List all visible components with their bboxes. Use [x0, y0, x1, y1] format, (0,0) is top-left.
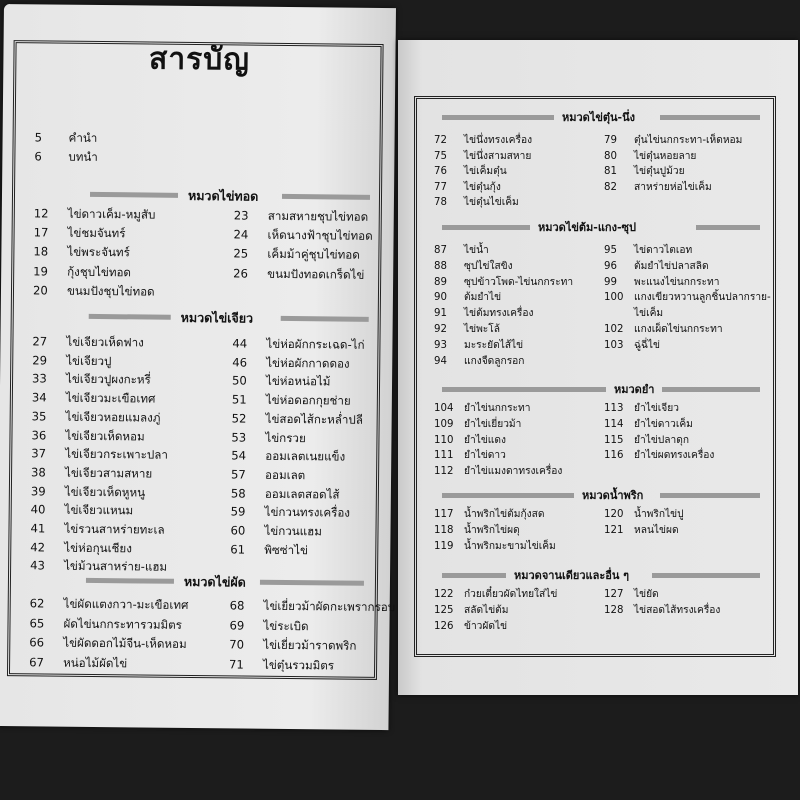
- toc-entry: [233, 266, 364, 281]
- toc-entry: [434, 150, 531, 164]
- toc-entry: [434, 323, 500, 337]
- toc-entry: [232, 393, 351, 408]
- section-heading-text: หมวดยำ: [614, 383, 655, 396]
- toc-entry: [31, 465, 152, 480]
- toc-entry-label: ข้าวผัดไข่: [464, 620, 508, 632]
- toc-entry-page-number: 12: [33, 206, 49, 221]
- toc-entry: [231, 486, 340, 501]
- toc-entry: [229, 657, 334, 672]
- toc-entry: [32, 372, 151, 387]
- right-page: [398, 40, 798, 695]
- toc-entry: [230, 542, 308, 557]
- toc-entry: [604, 165, 685, 179]
- toc-entry-page-number: 17: [33, 225, 49, 240]
- toc-entry: [31, 428, 144, 443]
- toc-entry-page-number: 70: [229, 637, 245, 652]
- toc-entry-page-number: 37: [31, 446, 47, 461]
- toc-entry-page-number: 72: [434, 135, 447, 146]
- toc-entry-page-number: 81: [604, 166, 617, 178]
- toc-entry-page-number: 62: [29, 596, 45, 611]
- section-heading-text: หมวดไข่ผัด: [183, 573, 246, 590]
- toc-entry-label: ไข่ตุ๋นหอยลาย: [634, 150, 697, 162]
- section-heading: [398, 486, 798, 502]
- section-heading-text: หมวดไข่ตุ๋น-นึ่ง: [562, 111, 635, 124]
- section-heading-text: หมวดน้ำพริก: [582, 489, 644, 502]
- toc-entry-page-number: 102: [604, 324, 624, 335]
- toc-entry-page-number: 87: [434, 245, 447, 256]
- toc-entry: [604, 323, 723, 337]
- toc-entry: [231, 467, 305, 482]
- toc-entry-page-number: 41: [30, 521, 46, 536]
- toc-entry-page-number: 29: [32, 353, 48, 368]
- toc-entry-label: ฉู่ฉี่ไข่: [634, 339, 660, 351]
- toc-entry-page-number: 82: [604, 181, 617, 193]
- toc-entry-label: ไข่พระจันทร์: [67, 245, 130, 260]
- toc-entry-page-number: 51: [231, 392, 247, 407]
- toc-entry-page-number: 44: [232, 336, 248, 351]
- toc-entry-page-number: 23: [233, 208, 249, 223]
- toc-entry: [32, 409, 161, 424]
- toc-entry-page-number: 77: [434, 181, 447, 193]
- toc-entry-page-number: 99: [604, 276, 617, 288]
- toc-entry: [604, 244, 692, 258]
- toc-entry: [29, 635, 186, 651]
- toc-entry-page-number: 80: [604, 150, 617, 162]
- toc-entry-label: ไข่ดาวเค็ม-หมูสับ: [67, 206, 156, 222]
- toc-entry-label: ยำไข่แดง: [464, 434, 506, 446]
- toc-entry-page-number: 39: [30, 483, 46, 499]
- toc-entry-page-number: 91: [434, 308, 447, 320]
- toc-entry-label: สลัดไข่ต้ม: [464, 604, 509, 616]
- toc-entry-label: เห็ดนางฟ้าชุบไข่ทอด: [267, 227, 373, 244]
- toc-entry: [604, 402, 679, 416]
- heading-bar-right: [281, 316, 369, 322]
- toc-entry: [32, 390, 156, 405]
- section-heading: [398, 566, 798, 582]
- toc-entry-label: ไข่ต้มทรงเครื่อง: [464, 308, 534, 320]
- toc-entry-label: ไข่ผัดแตงกวา-มะเขือเทศ: [63, 596, 189, 612]
- section-heading-text: หมวดจานเดียวและอื่น ๆ: [514, 569, 630, 582]
- section-heading-text: หมวดไข่ทอด: [187, 187, 259, 204]
- toc-entry: [34, 226, 126, 241]
- toc-entry: [229, 618, 308, 633]
- toc-entry: [234, 228, 373, 243]
- toc-entry-label: ไข่กวนแฮม: [264, 523, 322, 539]
- toc-entry-label: ไข่ยัด: [634, 589, 659, 600]
- toc-entry-page-number: 26: [233, 266, 249, 281]
- toc-entry: [230, 523, 322, 538]
- toc-entry-page-number: 65: [29, 615, 45, 630]
- toc-entry: [30, 521, 164, 536]
- section-heading: [398, 218, 798, 234]
- toc-entry: [33, 245, 130, 260]
- toc-entry: [604, 181, 712, 195]
- toc-entry-label: ไข่เค็มตุ๋น: [464, 166, 507, 178]
- toc-entry-label: ไข่เยี่ยวม้าผัดกะเพรากรอบ: [263, 598, 396, 615]
- toc-entry-page-number: 6: [34, 149, 42, 164]
- toc-entry: [232, 355, 350, 370]
- toc-entry: [604, 307, 663, 321]
- toc-entry-label: ยำไข่ดาว: [464, 450, 506, 462]
- left-page: [0, 4, 396, 730]
- toc-entry-label: สามสหายชุบไข่ทอด: [267, 208, 369, 224]
- toc-entry-page-number: 93: [434, 339, 447, 351]
- section-heading-text: หมวดไข่ต้ม-แกง-ซุป: [538, 221, 636, 234]
- toc-entry-page-number: 118: [434, 524, 454, 536]
- toc-entry: [434, 465, 562, 479]
- toc-entry: [604, 508, 684, 522]
- toc-entry-label: ไข่เจียวสามสหาย: [65, 465, 153, 481]
- toc-entry-label: ไข่ห่อผักกระเฉด-ไก่: [266, 336, 365, 352]
- toc-entry: [604, 276, 719, 290]
- toc-entry-page-number: 69: [229, 617, 245, 633]
- toc-entry-label: ยำไข่ปลาดุก: [634, 434, 689, 446]
- toc-entry-label: ไข่ห่อดอกกุยช่าย: [265, 392, 351, 408]
- toc-entry-page-number: 104: [434, 403, 454, 414]
- toc-entry-page-number: 57: [231, 467, 246, 482]
- toc-entry-page-number: 24: [233, 227, 249, 242]
- toc-entry: [230, 598, 396, 614]
- section-heading-text: หมวดไข่เจียว: [180, 309, 254, 326]
- toc-entry-label: สาหร่ายห่อไข่เค็ม: [634, 181, 712, 193]
- toc-entry: [434, 418, 521, 432]
- toc-entry-label: ไข่เจียวแหนม: [64, 502, 134, 518]
- toc-entry-page-number: 95: [604, 245, 617, 256]
- toc-entry: [31, 484, 145, 499]
- toc-entry-label: มะระยัดไส้ไข่: [464, 339, 524, 351]
- toc-entry: [604, 418, 693, 432]
- toc-entry-label: ไข่เค็ม: [634, 308, 664, 320]
- heading-bar-left: [90, 192, 178, 198]
- toc-entry-label: ยำไข่นกกระทา: [464, 403, 531, 414]
- toc-entry-page-number: 92: [434, 324, 447, 335]
- toc-entry-label: ขนมปังชุบไข่ทอด: [66, 283, 155, 299]
- toc-entry-label: ออมเลตเนยแข็ง: [265, 448, 346, 464]
- toc-entry: [434, 134, 532, 148]
- toc-entry: [434, 291, 501, 305]
- toc-entry-label: ออมเลต: [265, 467, 306, 483]
- toc-entry-page-number: 111: [434, 450, 454, 462]
- toc-entry: [604, 604, 720, 618]
- toc-entry-label: ยำไข่เยี่ยวม้า: [464, 418, 522, 430]
- toc-entry-label: ซุปไข่ใสขิง: [464, 260, 513, 272]
- toc-entry: [231, 505, 350, 520]
- toc-entry-page-number: 67: [29, 654, 44, 669]
- toc-entry: [434, 355, 524, 369]
- toc-entry-label: ไข่เจียวเห็ดฟาง: [66, 334, 144, 350]
- toc-entry-label: ซุปข้าวโพด-ไข่นกกระทา: [464, 276, 574, 288]
- toc-entry-page-number: 54: [231, 448, 247, 463]
- toc-entry-label: ยำไข่ผดทรงเครื่อง: [634, 450, 715, 462]
- toc-entry: [32, 334, 143, 349]
- toc-entry-page-number: 128: [604, 604, 624, 616]
- toc-entry-page-number: 90: [434, 292, 447, 304]
- toc-entry-label: ก๋วยเตี๋ยวผัดไทยใส่ไข่: [464, 589, 558, 600]
- toc-entry-label: ไข่ห่อหน่อไม้: [265, 374, 331, 389]
- toc-entry-page-number: 96: [604, 260, 617, 272]
- toc-entry: [604, 150, 696, 164]
- toc-entry-label: ไข่เจียวหอยแมลงภู่: [65, 409, 161, 425]
- toc-entry-page-number: 36: [31, 427, 47, 442]
- heading-bar-right: [282, 194, 370, 200]
- toc-entry-label: ไข่เจียวเห็ดหูหนู: [64, 484, 146, 500]
- toc-entry-label: พิซซ่าไข่: [264, 542, 309, 557]
- page-title: สารบัญ: [148, 41, 251, 78]
- toc-entry: [434, 196, 519, 210]
- toc-entry: [434, 434, 506, 448]
- toc-entry-page-number: 5: [34, 130, 43, 145]
- toc-entry: [604, 339, 660, 353]
- toc-entry-page-number: 120: [604, 509, 624, 520]
- toc-entry-label: ไข่ม้วนสาหร่าย-แฮม: [64, 559, 168, 575]
- toc-entry: [434, 402, 530, 416]
- heading-bar-right: [260, 580, 364, 586]
- section-heading: [398, 380, 798, 396]
- toc-entry-label: ไข่ระเบิด: [263, 618, 309, 633]
- toc-entry-label: ไข่เจียวปู: [66, 353, 112, 368]
- toc-entry: [434, 260, 513, 274]
- toc-entry: [434, 620, 507, 634]
- heading-bar-left: [442, 493, 574, 498]
- toc-entry-page-number: 89: [434, 276, 447, 288]
- toc-entry-page-number: 35: [31, 409, 47, 424]
- toc-entry: [434, 165, 507, 179]
- toc-entry-page-number: 88: [434, 260, 447, 272]
- toc-entry: [604, 449, 714, 463]
- toc-entry-label: ไข่เจียวปูผงกะหรี่: [66, 372, 151, 387]
- toc-entry-label: ไข่ห่อผักกาดดอง: [266, 355, 350, 371]
- toc-entry-label: ไข่ห่อกุนเชียง: [64, 540, 132, 556]
- toc-entry-page-number: 19: [33, 263, 49, 279]
- toc-entry-label: ไข่พะโล้: [464, 324, 500, 335]
- toc-entry: [232, 336, 364, 351]
- toc-entry-label: ยำไข่แมงดาทรงเครื่อง: [464, 466, 563, 478]
- toc-entry: [434, 540, 556, 554]
- toc-entry-label: บทนำ: [68, 149, 98, 164]
- toc-entry-label: หลนไข่ผด: [634, 524, 679, 536]
- toc-entry-label: พะแนงไข่นกกระทา: [634, 276, 720, 288]
- toc-entry-label: ไข่รวนสาหร่ายทะเล: [64, 521, 165, 537]
- heading-bar-left: [442, 573, 506, 578]
- toc-entry: [434, 244, 489, 258]
- heading-bar-left: [86, 578, 174, 584]
- toc-entry-label: ไข่เจียวมะเขือเทศ: [65, 390, 156, 406]
- toc-entry-label: น้ำพริกไข่ต้มกุ้งสด: [464, 509, 545, 520]
- toc-entry-label: กุ้งชุบไข่ทอด: [67, 264, 132, 279]
- toc-entry-label: ยำไข่ดาวเค็ม: [634, 418, 693, 430]
- toc-entry-page-number: 25: [233, 246, 249, 261]
- toc-entry-page-number: 34: [31, 390, 47, 405]
- toc-entry-page-number: 109: [434, 418, 454, 430]
- toc-entry: [604, 134, 742, 148]
- toc-entry: [35, 130, 98, 145]
- toc-entry-label: ต้มยำไข่ปลาสลิด: [634, 260, 709, 272]
- toc-entry-label: ขนมปังทอดเกร็ดไข่: [267, 266, 365, 282]
- toc-entry: [434, 339, 523, 353]
- toc-entry-label: ไข่กวนทรงเครื่อง: [264, 505, 351, 520]
- heading-bar-left: [442, 115, 554, 120]
- toc-entry-page-number: 59: [230, 504, 246, 519]
- toc-entry-page-number: 71: [229, 656, 244, 672]
- toc-entry: [30, 540, 132, 555]
- toc-entry-page-number: 79: [604, 135, 617, 146]
- toc-entry-label: ไข่น้ำ: [464, 245, 489, 256]
- toc-entry-page-number: 113: [604, 403, 624, 414]
- toc-entry: [233, 247, 360, 262]
- toc-entry-label: ไข่ตุ๋นกุ้ง: [464, 181, 501, 193]
- section-heading: [398, 108, 798, 124]
- toc-entry-page-number: 52: [231, 411, 247, 426]
- toc-entry-label: ไข่ตุ๋นไข่เค็ม: [464, 197, 519, 209]
- toc-entry-page-number: 125: [434, 604, 454, 616]
- toc-entry-page-number: 114: [604, 418, 624, 430]
- toc-entry-page-number: 119: [434, 540, 454, 552]
- toc-entry-label: ไข่เยี่ยวม้าราดพริก: [263, 637, 357, 653]
- toc-entry-label: ไข่ผัดดอกไม้จีน-เห็ดหอม: [63, 635, 187, 651]
- toc-entry-label: ไข่เจียวเห็ดหอม: [65, 428, 145, 443]
- toc-entry-label: ไข่นึ่งทรงเครื่อง: [464, 135, 533, 146]
- toc-entry-label: ไข่ตุ๋นปูม้วย: [634, 166, 685, 178]
- toc-entry-label: ไข่ตุ๋นรวมมิตร: [263, 657, 335, 672]
- toc-entry-page-number: 68: [229, 598, 245, 613]
- heading-bar-right: [660, 115, 760, 120]
- toc-entry-label: คำนำ: [68, 130, 98, 145]
- toc-entry: [434, 604, 509, 618]
- toc-entry: [434, 181, 501, 195]
- toc-entry: [604, 588, 659, 602]
- toc-entry-page-number: 112: [434, 466, 454, 478]
- toc-entry-page-number: 94: [434, 355, 447, 367]
- toc-entry: [231, 430, 305, 445]
- toc-entry: [434, 588, 557, 602]
- toc-entry: [34, 149, 98, 164]
- toc-entry-page-number: 33: [32, 371, 47, 386]
- heading-bar-left: [442, 225, 530, 230]
- toc-entry-label: แกงจืดลูกรอก: [464, 355, 525, 367]
- toc-entry-page-number: 40: [30, 502, 46, 517]
- toc-entry: [31, 503, 134, 518]
- toc-entry-label: ไข่กรวย: [265, 430, 306, 445]
- toc-entry-page-number: 100: [604, 292, 624, 304]
- toc-entry: [33, 264, 131, 279]
- toc-entry: [32, 353, 111, 368]
- toc-entry-page-number: 50: [231, 373, 247, 388]
- toc-entry-label: ตุ๋นไข่นกกระทา-เห็ดหอม: [634, 135, 743, 146]
- toc-entry-page-number: 127: [604, 589, 624, 600]
- toc-entry-page-number: 46: [232, 355, 248, 370]
- toc-entry-page-number: 18: [33, 244, 49, 259]
- toc-entry-page-number: 60: [230, 523, 246, 538]
- toc-entry: [229, 637, 356, 652]
- toc-entry-page-number: 20: [32, 283, 48, 298]
- toc-entry-page-number: 27: [32, 334, 48, 349]
- toc-entry-label: น้ำพริกไข่ผดุ: [464, 524, 520, 536]
- toc-entry: [434, 276, 573, 290]
- toc-entry: [232, 411, 363, 426]
- toc-entry: [434, 449, 506, 463]
- toc-entry: [29, 655, 127, 670]
- toc-entry-page-number: 121: [604, 524, 624, 536]
- heading-bar-left: [89, 314, 171, 320]
- toc-entry: [231, 449, 345, 464]
- toc-entry-label: ต้มยำไข่: [464, 292, 502, 304]
- heading-bar-right: [662, 387, 760, 392]
- toc-entry-label: เค็มม้าคู่ชุบไข่ทอด: [267, 247, 360, 263]
- toc-entry: [434, 307, 533, 321]
- toc-entry-label: น้ำพริกไข่ปู: [634, 509, 684, 520]
- toc-entry-page-number: 53: [231, 429, 247, 445]
- toc-entry-page-number: 110: [434, 434, 454, 446]
- toc-entry-page-number: 42: [30, 539, 46, 555]
- toc-entry-page-number: 66: [29, 635, 45, 650]
- toc-entry-page-number: 38: [31, 465, 46, 480]
- toc-entry-page-number: 103: [604, 339, 624, 351]
- toc-entry-label: ไข่ดาวไตเอท: [634, 245, 693, 256]
- toc-entry: [29, 616, 182, 632]
- toc-entry-page-number: 76: [434, 166, 447, 178]
- toc-entry-page-number: 117: [434, 509, 454, 520]
- toc-entry: [604, 434, 689, 448]
- toc-entry-label: หน่อไม้ผัดไข่: [63, 655, 128, 670]
- toc-entry-label: น้ำพริกมะขามไข่เค็ม: [464, 540, 556, 552]
- toc-entry: [30, 596, 189, 612]
- toc-entry: [234, 208, 369, 223]
- toc-entry-page-number: 115: [604, 434, 624, 446]
- toc-entry: [434, 524, 520, 538]
- heading-bar-left: [442, 387, 606, 392]
- toc-entry-label: ออมเลตสอดไส้: [264, 486, 340, 502]
- heading-bar-right: [696, 225, 760, 230]
- toc-entry-page-number: 116: [604, 450, 624, 462]
- toc-entry-page-number: 61: [230, 542, 246, 557]
- toc-entry-label: ไข่สอดไส้กะหล่ำปลี: [265, 411, 363, 427]
- toc-entry-label: ไข่ชมจันทร์: [67, 225, 126, 241]
- toc-entry-page-number: 122: [434, 589, 454, 600]
- toc-entry-label: ยำไข่เจียว: [634, 403, 679, 414]
- toc-entry: [604, 291, 771, 305]
- heading-bar-right: [652, 573, 760, 578]
- toc-entry-label: ไข่เจียวกระเพาะปลา: [65, 446, 168, 462]
- toc-entry: [232, 374, 331, 389]
- toc-entry: [31, 446, 168, 461]
- toc-entry-page-number: 58: [230, 485, 246, 501]
- toc-entry: [604, 260, 709, 274]
- heading-bar-right: [660, 493, 760, 498]
- toc-entry-label: ผัดไข่นกกระทารวมมิตร: [63, 616, 183, 632]
- toc-entry: [434, 508, 544, 522]
- toc-entry-page-number: 43: [30, 558, 45, 573]
- toc-entry: [34, 206, 156, 221]
- toc-entry-page-number: 78: [434, 197, 447, 209]
- toc-entry-label: แกงเผ็ดไข่นกกระทา: [634, 324, 723, 335]
- toc-entry-label: ไข่สอดไส้ทรงเครื่อง: [634, 604, 721, 616]
- toc-entry: [33, 283, 155, 298]
- toc-entry-page-number: 126: [434, 620, 454, 632]
- toc-entry-label: ไข่นึ่งสามสหาย: [464, 150, 532, 162]
- toc-entry: [604, 524, 679, 538]
- toc-entry-page-number: 75: [434, 150, 447, 162]
- toc-entry-label: แกงเขียวหวานลูกชิ้นปลากราย-: [634, 292, 771, 304]
